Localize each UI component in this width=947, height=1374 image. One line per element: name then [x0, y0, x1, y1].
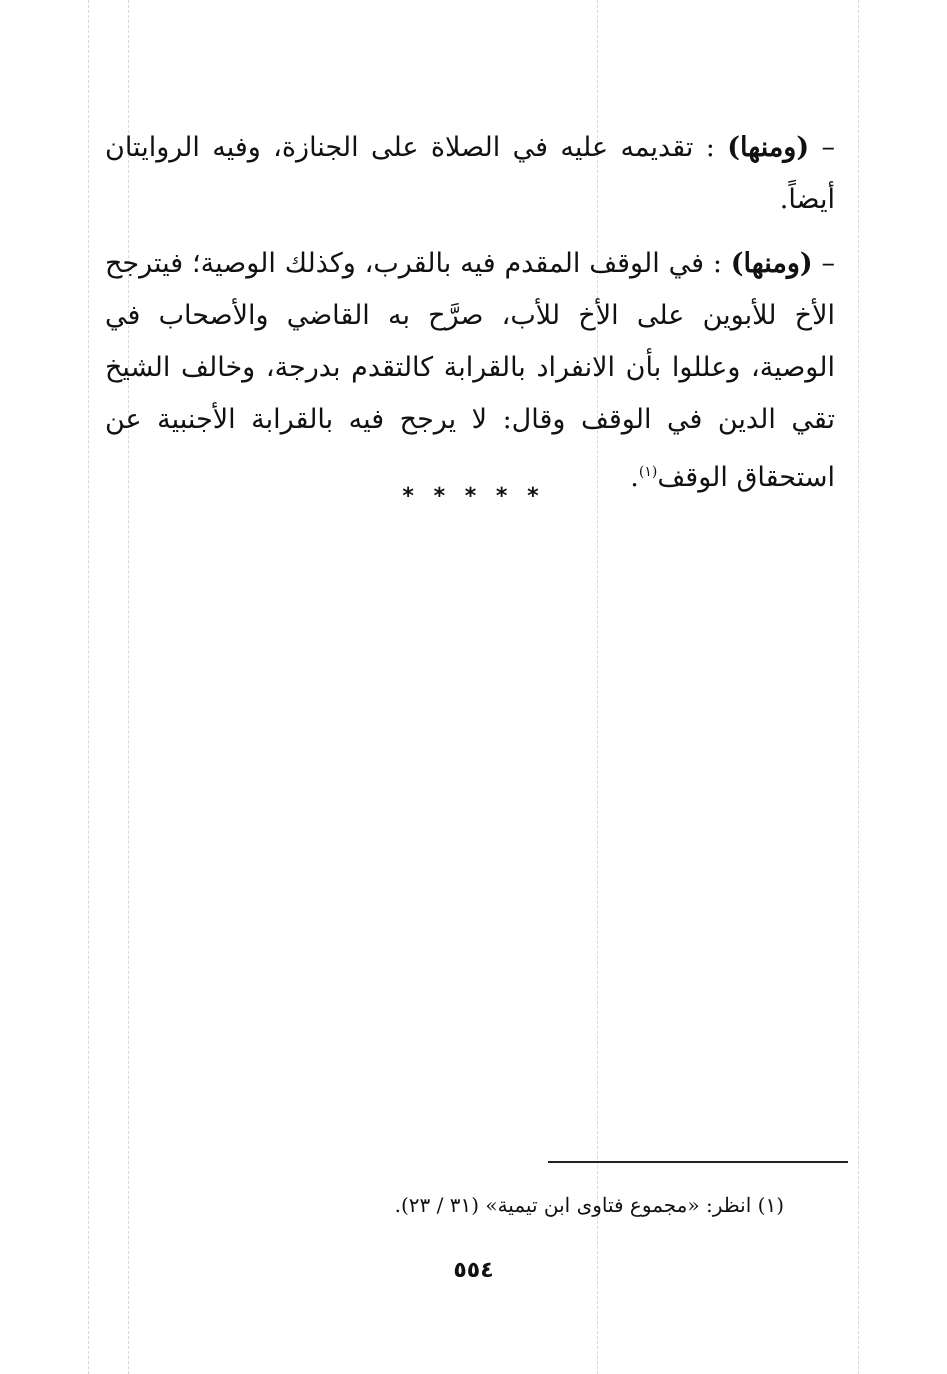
page-number: ٥٥٤ [453, 1258, 494, 1283]
scan-guide-line [88, 0, 89, 1374]
footnote-divider [548, 1161, 848, 1163]
paragraph-1 [105, 122, 835, 226]
paragraph-text: : في الوقف المقدم فيه بالقرب، وكذلك الوصية؛ فيترجح الأخ للأبوين على الأخ للأب، صرَّح به القاضي والأصحاب في الوصية، وعللوا بأن الانفراد بالقرابة كالتقدم بدرجة، وخالف الشيخ تقي الدين في الوقف وقال: لا يرجح فيه بالقرابة الأجنبية عن استحقاق الوقف [105, 248, 835, 493]
paragraph-text: : تقديمه عليه في الصلاة على الجنازة، وفيه الروايتان أيضاً. [105, 132, 835, 215]
footnote: (١) انظر: «مجموع فتاوى ابن تيمية» (٣١ / ٢٣). [394, 1193, 784, 1217]
paragraph-dash: – [812, 248, 835, 279]
footnote-reference: (١) [638, 464, 658, 480]
section-separator: * * * * * [402, 484, 545, 509]
scan-guide-line [858, 0, 859, 1374]
paragraph-tail: . [630, 462, 639, 493]
paragraph-2 [105, 238, 835, 504]
paragraph-dash: – [809, 132, 835, 163]
paragraph-lead: (ومنها) [727, 132, 810, 163]
paragraph-lead: (ومنها) [730, 248, 813, 279]
